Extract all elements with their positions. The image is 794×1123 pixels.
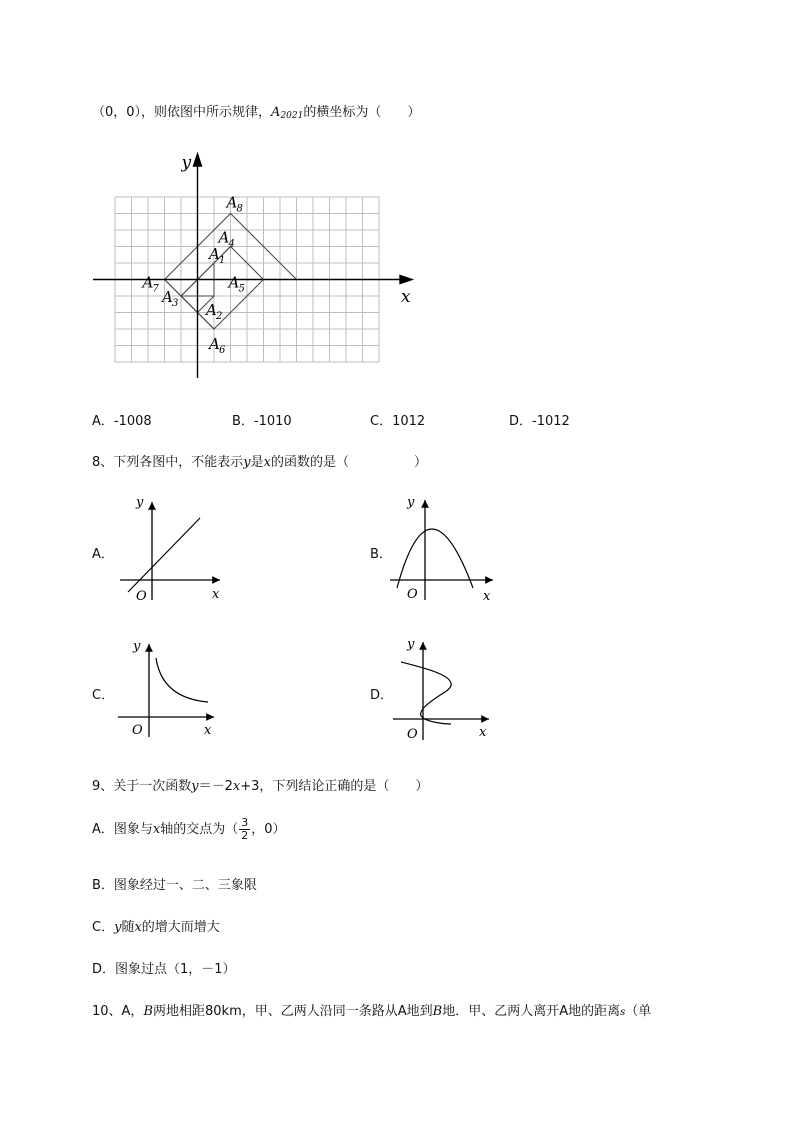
origin-label: O bbox=[132, 723, 143, 738]
point-label: A bbox=[209, 245, 220, 263]
origin-label: O bbox=[407, 727, 418, 742]
q9-c-pre: C． bbox=[92, 920, 115, 935]
parabola-curve bbox=[397, 529, 473, 588]
q8-graph-a bbox=[110, 490, 230, 605]
q7-stem-pre: （0，0），则依图中所示规律， bbox=[92, 105, 272, 120]
point-subscript: 3 bbox=[172, 298, 179, 309]
axes bbox=[93, 154, 412, 378]
q8-label-b[interactable]: B． bbox=[370, 547, 392, 562]
q9-stem-post: +3，下列结论正确的是（ ） bbox=[240, 779, 429, 794]
q9-a-pre: A．图象与 bbox=[92, 822, 153, 837]
point-subscript: 8 bbox=[236, 203, 243, 215]
origin-label: O bbox=[136, 589, 147, 604]
point-subscript: 6 bbox=[219, 345, 226, 356]
q10-part4: （单 bbox=[625, 1004, 652, 1019]
fraction-numerator: 3 bbox=[241, 816, 249, 829]
point-label: A bbox=[228, 273, 240, 292]
q9-a-post: ，0） bbox=[251, 822, 286, 837]
q10-s: s bbox=[620, 1007, 626, 1018]
y-label: y bbox=[407, 637, 415, 652]
q9-option-a[interactable] bbox=[92, 817, 286, 842]
y-axis-label: y bbox=[181, 153, 192, 173]
q8-label-a[interactable]: A． bbox=[92, 547, 114, 562]
q9-option-c[interactable] bbox=[92, 916, 220, 935]
point-subscript: 2 bbox=[216, 311, 223, 322]
q8-stem-post: 的函数的是（ ） bbox=[271, 455, 428, 470]
origin-label: O bbox=[407, 587, 418, 602]
point-label: A bbox=[162, 288, 173, 306]
x-label: x bbox=[204, 723, 212, 738]
y-label: y bbox=[407, 495, 415, 510]
q9-c-mid: 随 bbox=[121, 920, 135, 935]
q8-stem-x: x bbox=[263, 455, 271, 470]
q9-stem-x: x bbox=[232, 779, 241, 794]
q7-option-a[interactable]: A．-1008 bbox=[92, 414, 152, 429]
q9-stem-eq: ＝－2 bbox=[198, 779, 233, 794]
q8-label-d[interactable]: D． bbox=[370, 688, 394, 703]
q8-stem-mid: 是 bbox=[250, 455, 264, 470]
x-label: x bbox=[479, 725, 487, 740]
q9-stem-y: y bbox=[191, 779, 199, 794]
point-subscript: 4 bbox=[228, 238, 235, 250]
q8-graph-b bbox=[385, 490, 505, 605]
x-label: x bbox=[212, 587, 220, 602]
y-label: y bbox=[133, 639, 141, 654]
diagonal bbox=[181, 247, 231, 297]
q8-stem-y: y bbox=[243, 455, 251, 470]
point-label: A bbox=[218, 228, 230, 247]
hyperbola-curve bbox=[156, 658, 208, 702]
q7-option-b[interactable]: B．-1010 bbox=[232, 414, 292, 429]
q7-stem-point: A bbox=[271, 105, 281, 120]
q9-a-mid: 轴的交点为（ bbox=[160, 822, 239, 837]
q9-c-x: x bbox=[134, 920, 142, 935]
q7-option-d[interactable]: D．-1012 bbox=[509, 414, 570, 429]
point-label: A bbox=[209, 335, 220, 353]
fraction-denominator: 2 bbox=[241, 829, 249, 842]
point-subscript: 1 bbox=[219, 255, 226, 266]
q8-label-c[interactable]: C． bbox=[92, 688, 115, 703]
q7-stem-post: 的横坐标为（ ） bbox=[303, 105, 421, 120]
q9-stem bbox=[92, 775, 428, 794]
y-arrow-head bbox=[194, 154, 202, 166]
q7-option-c[interactable]: C．1012 bbox=[370, 414, 426, 429]
point-label: A bbox=[142, 273, 154, 292]
q9-option-b[interactable]: B．图象经过一、二、三象限 bbox=[92, 878, 257, 893]
point-label: A bbox=[206, 301, 217, 319]
x-label: x bbox=[483, 589, 491, 604]
q9-c-post: 的增大而增大 bbox=[141, 920, 220, 935]
x-axis-label: x bbox=[401, 287, 411, 307]
q9-a-fraction bbox=[239, 817, 250, 842]
q10-b1: B bbox=[143, 1004, 153, 1019]
q10-part3: 地．甲、乙两人离开A地的距离 bbox=[442, 1004, 621, 1019]
s-curve bbox=[401, 662, 451, 724]
q9-a-x: x bbox=[152, 822, 161, 837]
point-subscript: 7 bbox=[152, 283, 159, 295]
q9-stem-pre: 9、关于一次函数 bbox=[92, 779, 192, 794]
q10-b2: B bbox=[432, 1004, 443, 1019]
q9-c-y: y bbox=[114, 920, 122, 935]
line-curve bbox=[128, 518, 200, 592]
q9-option-d[interactable]: D．图象过点（1，－1） bbox=[92, 962, 236, 977]
q10-stem bbox=[92, 1000, 651, 1019]
y-label: y bbox=[136, 495, 144, 510]
q7-grid-figure bbox=[90, 150, 420, 382]
point-label: A bbox=[226, 193, 238, 212]
q10-part1: 10、A， bbox=[92, 1004, 144, 1019]
q8-graph-d bbox=[385, 632, 505, 744]
q7-stem-sub: 2021 bbox=[280, 111, 304, 121]
q8-stem bbox=[92, 451, 427, 470]
q7-stem bbox=[92, 101, 420, 121]
point-subscript: 5 bbox=[238, 283, 245, 295]
q8-graph-c bbox=[110, 632, 230, 744]
q8-stem-pre: 8、下列各图中，不能表示 bbox=[92, 455, 244, 470]
x-arrow-head bbox=[400, 276, 412, 284]
q10-part2: 两地相距80km，甲、乙两人沿同一条路从A地到 bbox=[153, 1004, 433, 1019]
